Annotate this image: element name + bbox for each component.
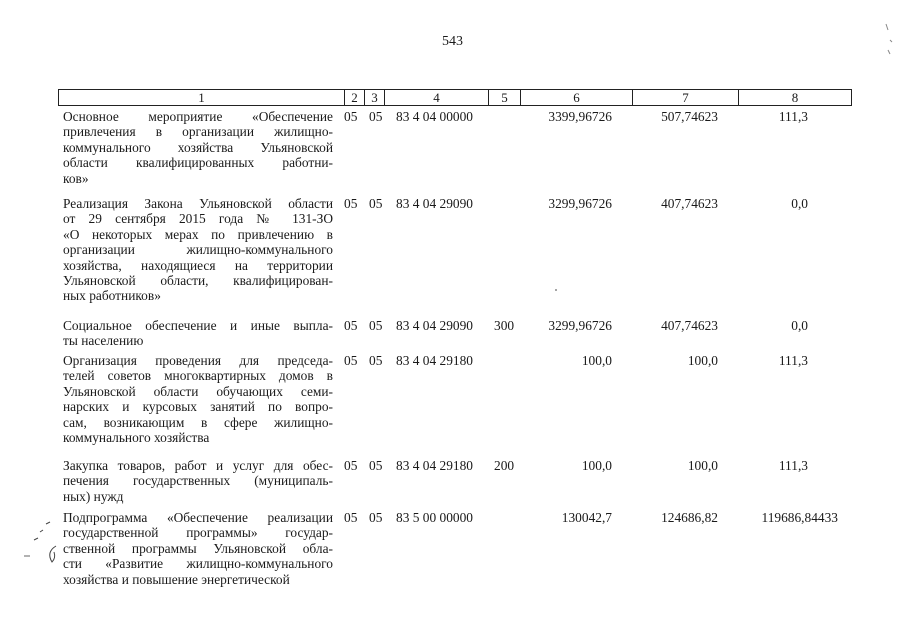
row-description-line: привлечения в организации жилищно- [63, 124, 333, 140]
cell-amount-7: 100,0 [687, 353, 718, 368]
cell-amount-8: 0,0 [791, 196, 808, 211]
cell-subsection: 05 [369, 353, 383, 368]
cell-subsection: 05 [369, 109, 383, 124]
header-col-7: 7 [633, 90, 739, 105]
row-description-line: хозяйства, находящиеся на территории [63, 257, 333, 273]
row-description-line: нарских и курсовых занятий по вопро- [63, 399, 333, 415]
row-description-line: ственной программы Ульяновской обла- [63, 540, 333, 556]
row-description [63, 109, 333, 186]
cell-target-code: 83 4 04 29090 [396, 196, 473, 211]
cell-amount-7: 407,74623 [661, 196, 718, 211]
row-description-line: коммунального хозяйства Ульяновской [63, 139, 333, 155]
header-col-5: 5 [489, 90, 521, 105]
row-description-line: от 29 сентября 2015 года № 131-ЗО [63, 211, 333, 227]
cell-amount-6: 100,0 [581, 353, 612, 368]
page-number: 543 [442, 34, 463, 49]
cell-amount-8: 111,3 [778, 109, 808, 124]
row-description-line: сам, возникающим в сфере жилищно- [63, 414, 333, 430]
table-header-row [58, 89, 852, 106]
row-description [63, 458, 333, 504]
row-description-line: Закупка товаров, работ и услуг для обес- [63, 458, 333, 473]
scan-dot-mark [552, 286, 560, 294]
row-description-line: Организация проведения для председа- [63, 353, 333, 368]
header-col-2: 2 [345, 90, 365, 105]
row-description-line: «О некоторых мерах по привлечению в [63, 226, 333, 242]
cell-amount-6: 3299,96726 [548, 196, 612, 211]
cell-amount-6: 130042,7 [561, 510, 612, 525]
row-description [63, 353, 333, 445]
row-description [63, 196, 333, 304]
cell-section: 05 [344, 318, 358, 333]
header-col-3: 3 [365, 90, 385, 105]
header-col-4: 4 [385, 90, 489, 105]
cell-section: 05 [344, 458, 358, 473]
row-description-line: Подпрограмма «Обеспечение реализации [63, 510, 333, 525]
row-description-line: ков» [63, 170, 89, 186]
row-description-line: сти «Развитие жилищно-коммунального [63, 556, 333, 572]
cell-amount-7: 124686,82 [661, 510, 718, 525]
cell-expense-type: 300 [494, 318, 515, 333]
row-description-line: Ульяновской области обучающих семи- [63, 383, 333, 399]
row-description-line: ных) нужд [63, 488, 124, 504]
cell-subsection: 05 [369, 196, 383, 211]
cell-subsection: 05 [369, 318, 383, 333]
cell-amount-6: 100,0 [581, 458, 612, 473]
cell-amount-7: 100,0 [687, 458, 718, 473]
cell-target-code: 83 4 04 29180 [396, 353, 473, 368]
row-description-line: Ульяновской области, квалифицирован- [63, 273, 333, 289]
header-col-8: 8 [791, 90, 799, 105]
row-description-line: Реализация Закона Ульяновской области [63, 196, 333, 211]
cell-amount-8: 111,3 [778, 353, 808, 368]
cell-target-code: 83 4 04 29090 [396, 318, 473, 333]
cell-section: 05 [344, 353, 358, 368]
cell-subsection: 05 [369, 458, 383, 473]
row-description-line: ных работников» [63, 288, 161, 304]
cell-amount-6: 3299,96726 [548, 318, 612, 333]
cell-expense-type: 200 [494, 458, 515, 473]
cell-amount-6: 3399,96726 [548, 109, 612, 124]
cell-section: 05 [344, 109, 358, 124]
row-description-line: Социальное обеспечение и иные выпла- [63, 318, 333, 333]
cell-section: 05 [344, 196, 358, 211]
row-description [63, 318, 333, 349]
header-col-1: 1 [59, 90, 345, 105]
row-description-line: организации жилищно-коммунального [63, 242, 333, 258]
cell-amount-8: 111,3 [778, 458, 808, 473]
row-description-line: государственной программы» государ- [63, 525, 333, 541]
row-description-line: коммунального хозяйства [63, 430, 210, 446]
cell-amount-8: 0,0 [791, 318, 808, 333]
header-col-6: 6 [521, 90, 633, 105]
cell-subsection: 05 [369, 510, 383, 525]
cell-target-code: 83 4 04 00000 [396, 109, 473, 124]
row-description-line: печения государственных (муниципаль- [63, 473, 333, 489]
row-description-line: хозяйства и повышение энергетической [63, 571, 290, 587]
row-description [63, 510, 333, 587]
cell-target-code: 83 4 04 29180 [396, 458, 473, 473]
row-description-line: телей советов многоквартирных домов в [63, 368, 333, 384]
handwritten-margin-mark [16, 518, 66, 570]
cell-amount-8: 119686,84433 [761, 510, 838, 525]
cell-amount-7: 507,74623 [661, 109, 718, 124]
cell-amount-7: 407,74623 [661, 318, 718, 333]
row-description-line: Основное мероприятие «Обеспечение [63, 109, 333, 124]
scan-artifact-mark [880, 20, 900, 60]
cell-target-code: 83 5 00 00000 [396, 510, 473, 525]
row-description-line: ты населению [63, 333, 144, 349]
cell-section: 05 [344, 510, 358, 525]
row-description-line: области квалифицированных работни- [63, 155, 333, 171]
